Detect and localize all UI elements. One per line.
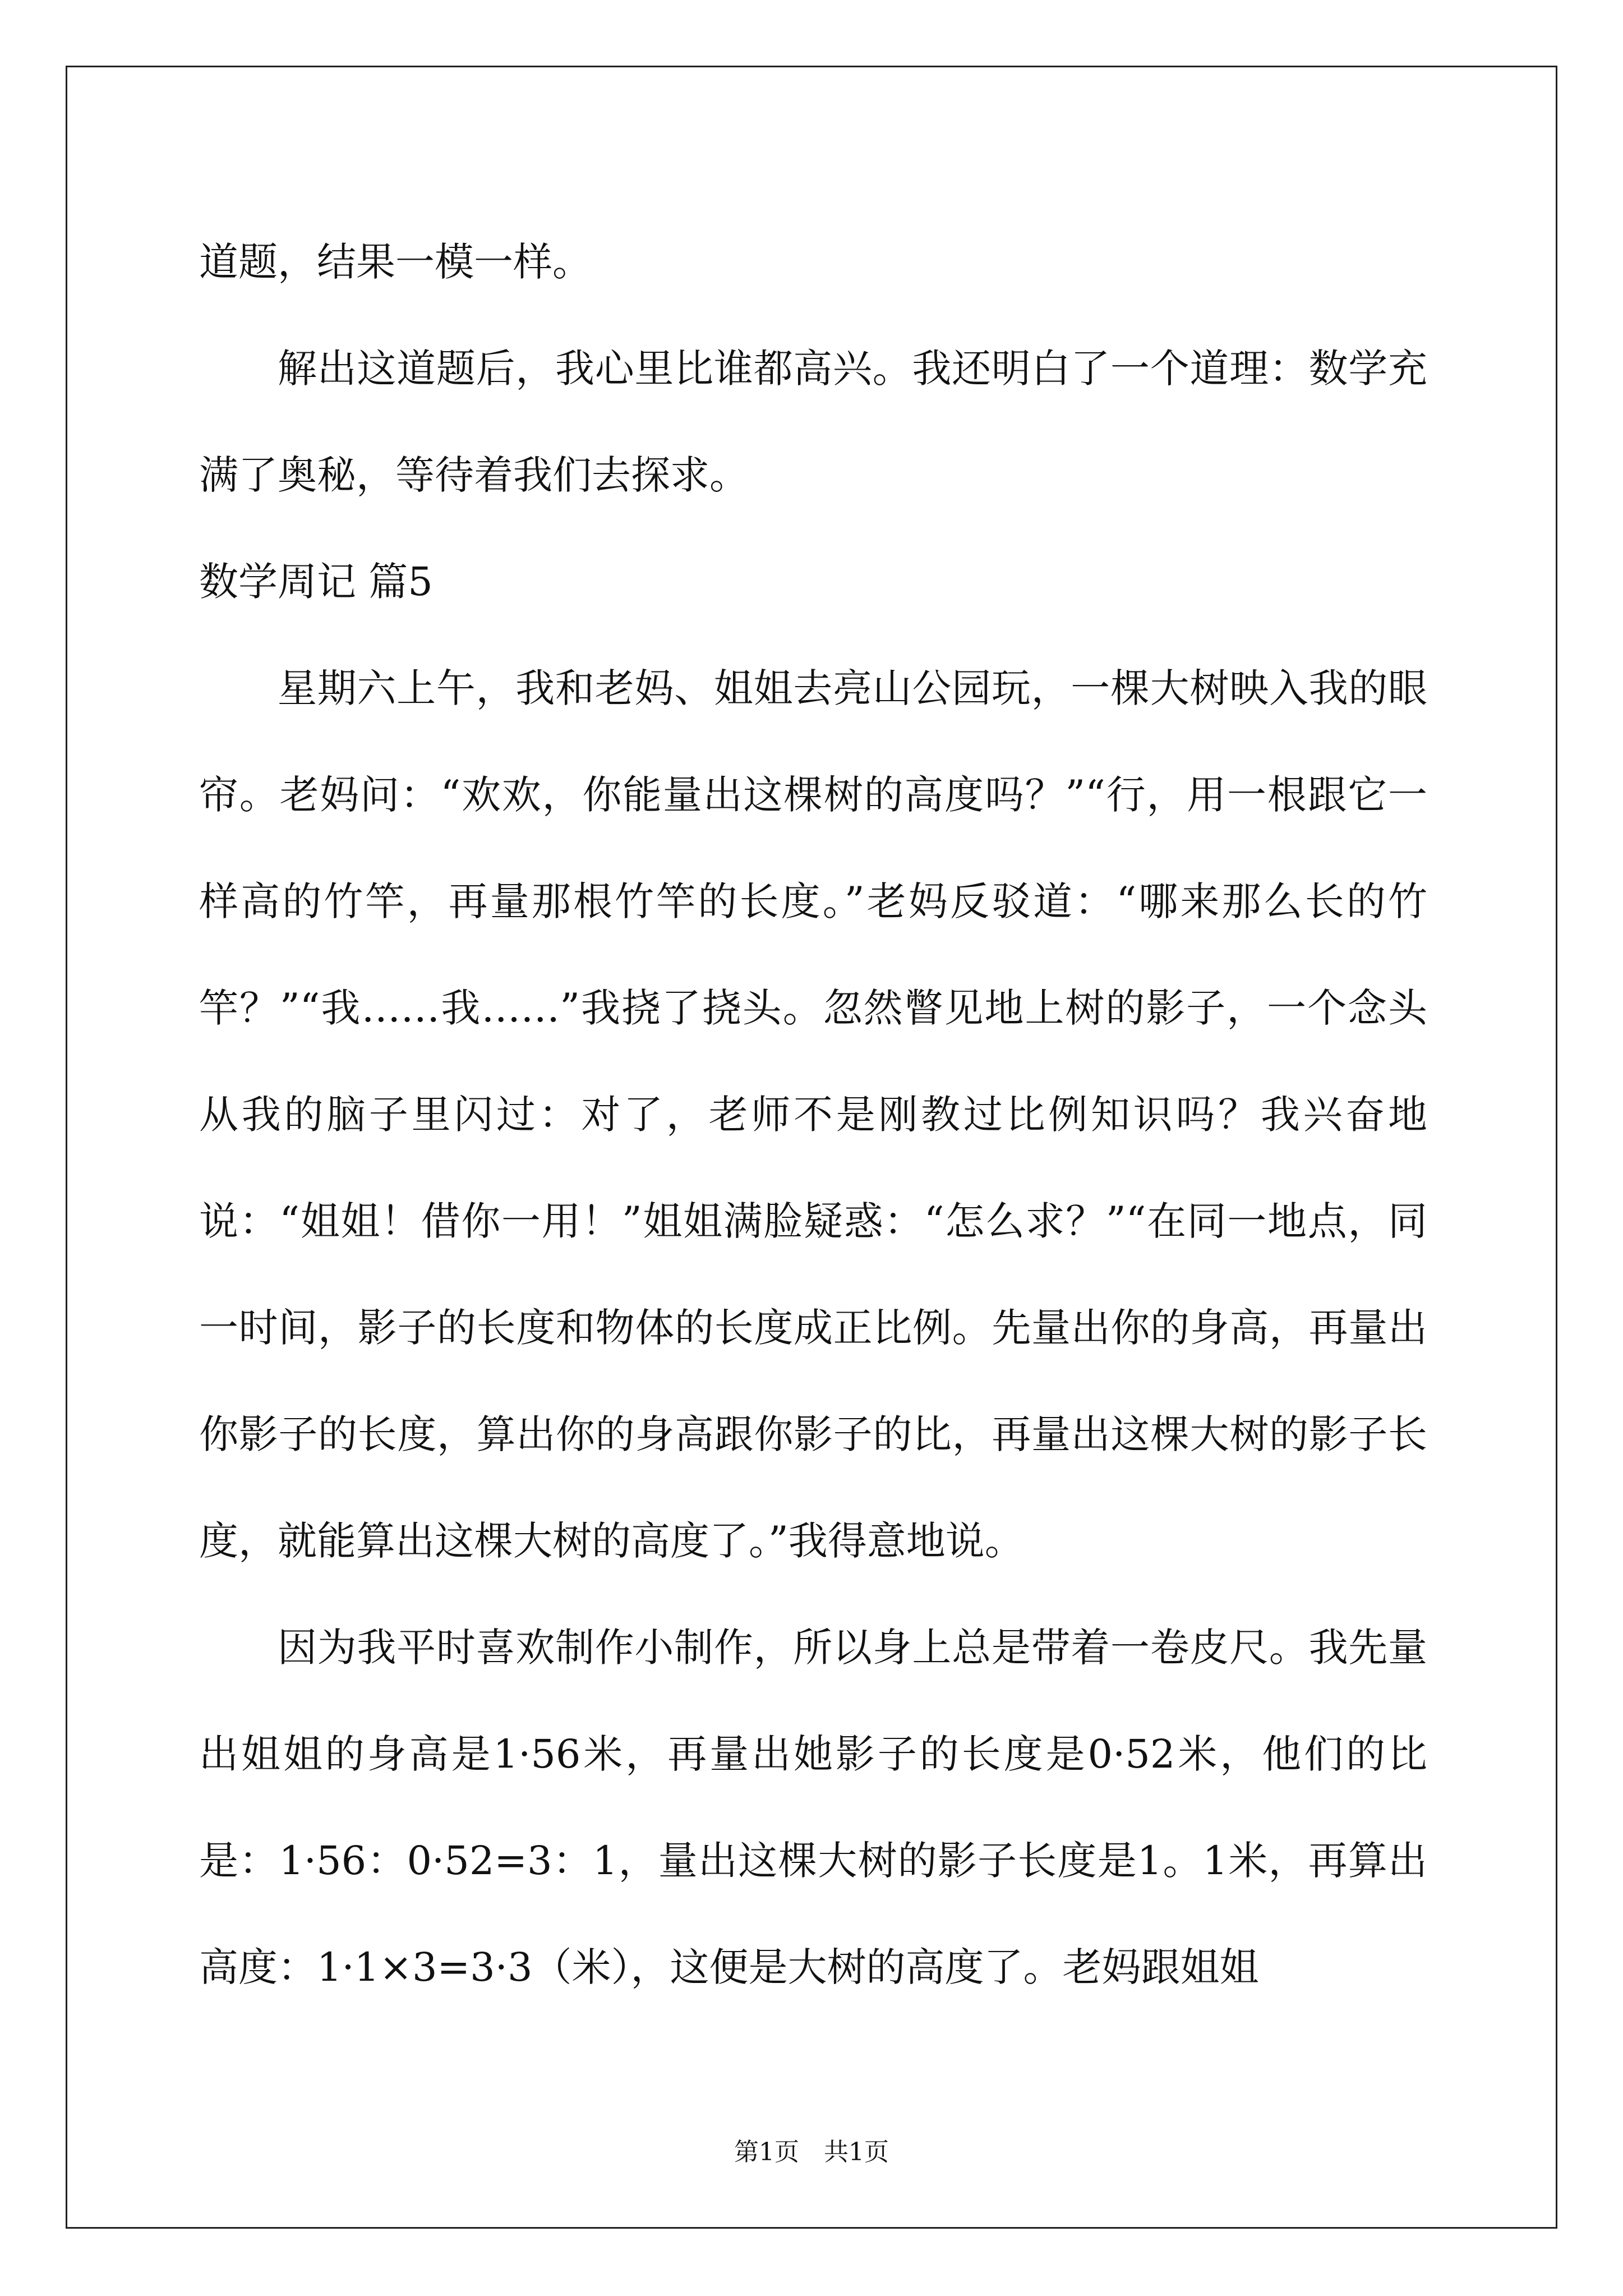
document-body bbox=[199, 209, 1427, 2021]
section-heading: 数学周记 篇5 bbox=[199, 559, 433, 605]
paragraph-conclusion: 解出这道题后，我心里比谁都高兴。我还明白了一个道理：数学充满了奥秘，等待着我们去探求。 bbox=[199, 346, 1427, 498]
paragraph-measurement: 因为我平时喜欢制作小制作，所以身上总是带着一卷皮尺。我先量出姐姐的身高是1·56米，再量出她影子的长度是0·52米，他们的比是：1·56：0·52=3：1，量出这棵大树的影子长度是1。1米，再算出高度：1·1×3=3·3（米），这便是大树的高度了。老妈跟姐姐 bbox=[199, 1625, 1427, 1990]
paragraph-continuation: 道题，结果一模一样。 bbox=[199, 239, 592, 285]
page-footer: 第1页 共1页 bbox=[734, 2138, 889, 2166]
paragraph-story: 星期六上午，我和老妈、姐姐去亮山公园玩，一棵大树映入我的眼帘。老妈问：“欢欢，你能量出这棵树的高度吗？”“行，用一根跟它一样高的竹竿，再量那根竹竿的长度。”老妈反驳道：“哪来那么长的竹竿？”“我……我……”我挠了挠头。忽然瞥见地上树的影子，一个念头从我的脑子里闪过：对了，老师不是刚教过比例知识吗？我兴奋地说：“姐姐！借你一用！”姐姐满脸疑惑：“怎么求？”“在同一地点，同一时间，影子的长度和物体的长度成正比例。先量出你的身高，再量出你影子的长度，算出你的身高跟你影子的比，再量出这棵大树的影子长度，就能算出这棵大树的高度了。”我得意地说。 bbox=[199, 665, 1427, 1564]
